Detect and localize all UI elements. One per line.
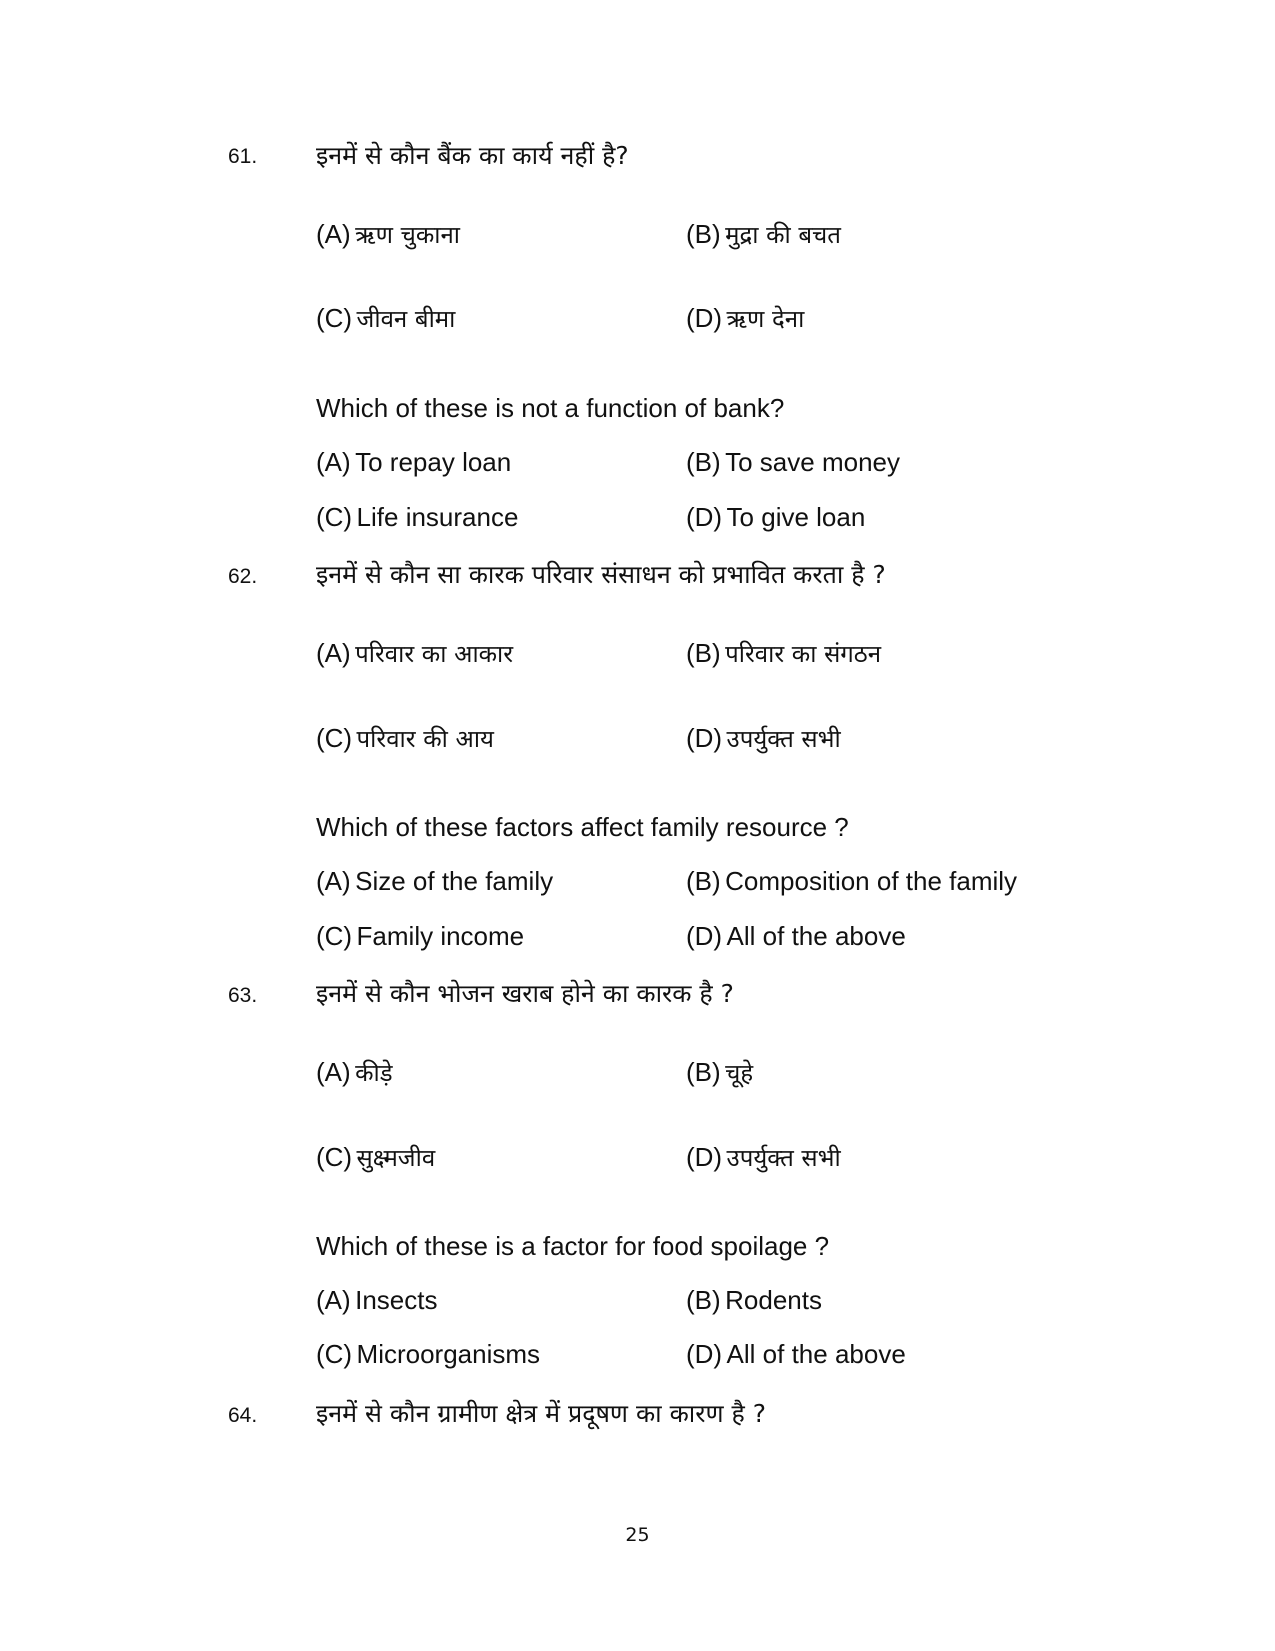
option-label: (D) (686, 1339, 723, 1369)
option-a-english (316, 866, 553, 897)
option-b-hindi (686, 1056, 753, 1089)
option-text: जीवन बीमा (356, 305, 456, 333)
option-text: Family income (356, 921, 525, 951)
option-label: (C) (316, 502, 353, 532)
option-label: (D) (686, 502, 723, 532)
option-label: (A) (316, 1057, 351, 1087)
option-label: (C) (316, 921, 353, 951)
option-label: (C) (316, 723, 353, 753)
option-label: (D) (686, 723, 723, 753)
option-c-english (316, 1339, 540, 1370)
option-c-hindi (316, 722, 494, 755)
question-number: 63. (228, 984, 258, 1007)
option-label: (B) (686, 638, 721, 668)
option-d-english (686, 502, 865, 533)
option-d-hindi (686, 722, 841, 755)
option-text: To repay loan (355, 447, 512, 477)
option-label: (C) (316, 1339, 353, 1369)
option-d-hindi (686, 302, 804, 335)
option-b-english (686, 1285, 822, 1316)
option-c-hindi (316, 1141, 435, 1174)
option-text: All of the above (726, 1339, 906, 1369)
option-label: (D) (686, 303, 723, 333)
option-text: To give loan (726, 502, 866, 532)
option-text: कीड़े (355, 1059, 393, 1087)
option-text: To save money (725, 447, 900, 477)
page-number: 25 (625, 1524, 650, 1546)
option-a-english (316, 447, 511, 478)
question-text-english: Which of these is not a function of bank? (316, 393, 785, 423)
option-c-english (316, 502, 518, 533)
question-text-hindi: इनमें से कौन भोजन खराब होने का कारक है ? (316, 979, 734, 1008)
option-b-hindi (686, 637, 881, 670)
option-text: चूहे (725, 1059, 754, 1087)
option-c-hindi (316, 302, 455, 335)
option-text: All of the above (726, 921, 906, 951)
option-a-hindi (316, 218, 460, 251)
option-label: (A) (316, 866, 351, 896)
option-text: Microorganisms (356, 1339, 541, 1369)
question-text-hindi: इनमें से कौन सा कारक परिवार संसाधन को प्रभावित करता है ? (316, 560, 886, 589)
option-label: (C) (316, 303, 353, 333)
option-label: (A) (316, 638, 351, 668)
option-b-english (686, 447, 900, 478)
question-number: 64. (228, 1404, 258, 1427)
option-c-english (316, 921, 524, 952)
option-a-hindi (316, 1056, 393, 1089)
option-d-hindi (686, 1141, 841, 1174)
option-text: परिवार का आकार (355, 640, 514, 668)
question-text-hindi: इनमें से कौन ग्रामीण क्षेत्र में प्रदूषण का कारण है ? (316, 1399, 766, 1428)
option-text: उपर्युक्त सभी (726, 1144, 841, 1172)
option-label: (B) (686, 219, 721, 249)
option-text: Life insurance (356, 502, 519, 532)
option-text: ऋण चुकाना (355, 221, 461, 249)
option-text: सुक्ष्मजीव (356, 1144, 436, 1172)
option-label: (D) (686, 921, 723, 951)
option-text: Rodents (725, 1285, 822, 1315)
option-text: उपर्युक्त सभी (726, 725, 841, 753)
option-a-hindi (316, 637, 513, 670)
question-text-english: Which of these is a factor for food spoilage ? (316, 1231, 830, 1261)
option-text: मुद्रा की बचत (725, 221, 841, 249)
question-number: 61. (228, 145, 258, 168)
option-text: ऋण देना (726, 305, 805, 333)
question-text-hindi: इनमें से कौन बैंक का कार्य नहीं है? (316, 141, 629, 170)
option-b-hindi (686, 218, 841, 251)
option-label: (B) (686, 447, 721, 477)
option-label: (A) (316, 1285, 351, 1315)
option-text: Composition of the family (725, 866, 1018, 896)
option-label: (A) (316, 447, 351, 477)
option-b-english (686, 866, 1017, 897)
option-a-english (316, 1285, 438, 1316)
option-label: (C) (316, 1142, 353, 1172)
question-text-english: Which of these factors affect family resource ? (316, 812, 849, 842)
option-text: परिवार का संगठन (725, 640, 882, 668)
option-label: (B) (686, 1057, 721, 1087)
option-label: (B) (686, 1285, 721, 1315)
option-d-english (686, 1339, 906, 1370)
option-label: (A) (316, 219, 351, 249)
option-label: (B) (686, 866, 721, 896)
option-text: Size of the family (355, 866, 554, 896)
question-number: 62. (228, 565, 258, 588)
option-label: (D) (686, 1142, 723, 1172)
option-d-english (686, 921, 906, 952)
option-text: परिवार की आय (356, 725, 494, 753)
option-text: Insects (355, 1285, 438, 1315)
